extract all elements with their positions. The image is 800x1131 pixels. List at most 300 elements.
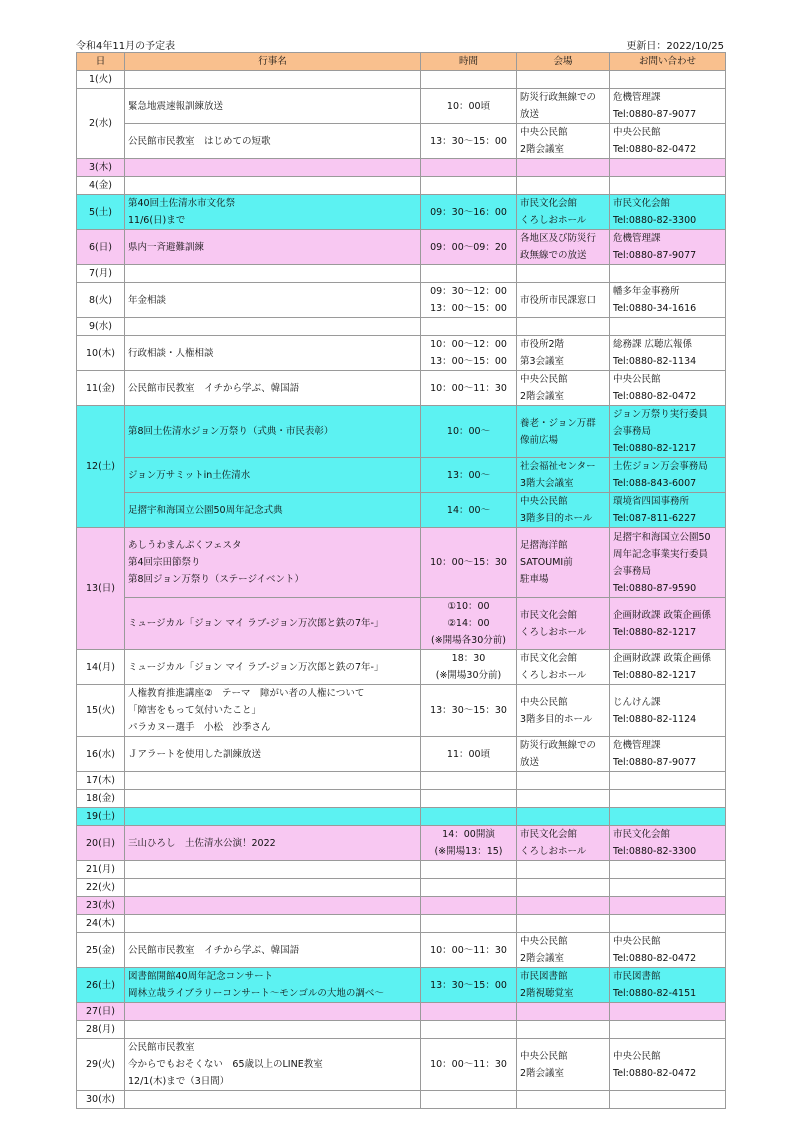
event-name-cell xyxy=(125,71,421,89)
event-name-line: あしうわまんぷくフェスタ xyxy=(128,540,242,551)
event-name-cell xyxy=(125,336,421,371)
contact-cell xyxy=(610,336,726,371)
contact-line: 中央公民館 xyxy=(613,1050,661,1062)
time-cell xyxy=(421,318,517,336)
time-line: 14：00～ xyxy=(446,504,491,516)
contact-line: 危機管理課 xyxy=(613,740,661,751)
day-cell: 13(日) xyxy=(77,528,125,650)
time-line: 13：00～ xyxy=(446,469,491,481)
time-cell xyxy=(421,124,517,159)
event-name-line: ミュージカル「ジョン マイ ラブ-ジョン万次郎と鉄の7年-」 xyxy=(128,661,384,673)
venue-line: 中央公民館 xyxy=(520,496,568,507)
time-line: 13：00～15：00 xyxy=(430,303,507,314)
event-name-line: 第8回ジョン万祭り（ステージイベント） xyxy=(128,574,304,585)
venue-line: 駐車場 xyxy=(520,574,549,585)
venue-cell xyxy=(517,493,610,528)
event-name-cell xyxy=(125,124,421,159)
event-name-cell xyxy=(125,371,421,406)
time-cell xyxy=(421,598,517,650)
event-name-cell xyxy=(125,177,421,195)
time-cell xyxy=(421,1003,517,1021)
event-name-line: 公民館市民教室 イチから学ぶ、韓国語 xyxy=(128,382,300,394)
event-name-cell xyxy=(125,968,421,1003)
time-line: 09：30～12：00 xyxy=(430,286,507,297)
contact-cell xyxy=(610,598,726,650)
table-row xyxy=(77,89,726,124)
contact-line: Tel:0880-82-0472 xyxy=(613,391,697,402)
venue-cell xyxy=(517,283,610,318)
time-cell xyxy=(421,265,517,283)
venue-line: 足摺海洋館 xyxy=(520,540,568,551)
venue-line: 中央公民館 xyxy=(520,936,568,947)
venue-cell xyxy=(517,772,610,790)
day-cell: 3(木) xyxy=(77,159,125,177)
contact-cell xyxy=(610,406,726,458)
time-cell xyxy=(421,1021,517,1039)
table-row xyxy=(77,371,726,406)
contact-line: ジョン万祭り実行委員 xyxy=(613,409,708,420)
event-name-line: 足摺宇和海国立公園50周年記念式典 xyxy=(128,504,283,516)
table-row xyxy=(77,1021,726,1039)
contact-line: 中央公民館 xyxy=(613,127,661,138)
event-name-cell xyxy=(125,790,421,808)
table-row xyxy=(77,177,726,195)
contact-line: Tel:0880-82-4151 xyxy=(613,988,697,999)
contact-cell xyxy=(610,897,726,915)
venue-line: 社会福祉センター xyxy=(520,461,596,472)
contact-cell xyxy=(610,1003,726,1021)
contact-line: Tel:0880-82-1217 xyxy=(613,670,697,681)
venue-line: 市民文化会館 xyxy=(520,653,578,664)
time-line: 10：00～ xyxy=(446,426,491,437)
day-cell: 30(水) xyxy=(77,1091,125,1109)
contact-line: Tel:0880-82-0472 xyxy=(613,953,697,964)
table-header-row xyxy=(77,53,726,71)
event-name-line: 11/6(日)まで xyxy=(128,215,186,226)
event-name-line: 「障害をもって気付いたこと」 xyxy=(128,705,262,716)
day-cell: 22(火) xyxy=(77,879,125,897)
table-row xyxy=(77,528,726,598)
time-cell xyxy=(421,650,517,685)
day-cell: 15(火) xyxy=(77,685,125,737)
time-cell xyxy=(421,933,517,968)
contact-cell xyxy=(610,177,726,195)
venue-line: 市民文化会館 xyxy=(520,198,578,209)
venue-line: くろしおホール xyxy=(520,670,587,681)
contact-line: Tel:088-843-6007 xyxy=(613,478,697,489)
event-name-cell xyxy=(125,458,421,493)
time-line: ①10：00 xyxy=(447,601,490,612)
venue-line: くろしおホール xyxy=(520,215,587,226)
venue-line: 3階多目的ホール xyxy=(520,513,593,524)
contact-line: 市民図書館 xyxy=(613,971,661,982)
time-cell xyxy=(421,336,517,371)
venue-cell xyxy=(517,915,610,933)
venue-cell xyxy=(517,861,610,879)
contact-line: 中央公民館 xyxy=(613,374,661,385)
contact-line: Tel:0880-82-1217 xyxy=(613,443,697,454)
venue-line: 市民図書館 xyxy=(520,971,568,982)
time-line: 10：00～11：30 xyxy=(430,944,507,956)
venue-line: 市役所2階 xyxy=(520,339,565,350)
contact-line: Tel:0880-82-1124 xyxy=(613,713,697,725)
venue-cell xyxy=(517,1003,610,1021)
time-cell xyxy=(421,1091,517,1109)
event-name-line: 人権教育推進講座② テーマ 障がい者の人権について xyxy=(128,688,365,699)
table-row xyxy=(77,283,726,318)
event-name-line: 公民館市民教室 はじめての短歌 xyxy=(128,135,271,147)
schedule-body xyxy=(77,71,726,1109)
event-name-line: 12/1(木)まで（3日間） xyxy=(128,1076,230,1087)
contact-cell xyxy=(610,493,726,528)
time-cell xyxy=(421,861,517,879)
time-cell xyxy=(421,371,517,406)
time-cell xyxy=(421,772,517,790)
event-name-line: 第4回宗田節祭り xyxy=(128,557,201,568)
day-cell: 8(火) xyxy=(77,283,125,318)
event-name-line: 岡林立哉ライブラリーコンサート～モンゴルの大地の調べ～ xyxy=(128,988,384,999)
event-name-cell xyxy=(125,598,421,650)
contact-cell xyxy=(610,283,726,318)
time-cell xyxy=(421,230,517,265)
venue-line: 防災行政無線での xyxy=(520,92,597,103)
table-row xyxy=(77,493,726,528)
time-cell xyxy=(421,493,517,528)
event-name-cell xyxy=(125,685,421,737)
time-line: 10：00頃 xyxy=(446,100,491,112)
day-cell: 14(月) xyxy=(77,650,125,685)
day-cell: 7(月) xyxy=(77,265,125,283)
event-name-cell xyxy=(125,650,421,685)
venue-cell xyxy=(517,195,610,230)
column-header-time: 時間 xyxy=(421,53,517,71)
table-row xyxy=(77,897,726,915)
venue-cell xyxy=(517,159,610,177)
venue-cell xyxy=(517,1091,610,1109)
table-row xyxy=(77,790,726,808)
contact-line: Tel:0880-34-1616 xyxy=(613,303,697,314)
day-cell: 23(水) xyxy=(77,897,125,915)
contact-line: Tel:0880-82-3300 xyxy=(613,215,697,226)
column-header-event: 行事名 xyxy=(125,53,421,71)
table-row xyxy=(77,598,726,650)
contact-cell xyxy=(610,968,726,1003)
day-cell: 12(土) xyxy=(77,406,125,528)
contact-line: 足摺宇和海国立公園50 xyxy=(613,531,711,543)
event-name-cell xyxy=(125,879,421,897)
venue-line: 2階会議室 xyxy=(520,391,565,402)
contact-cell xyxy=(610,1021,726,1039)
event-name-line: 今からでもおそくない 65歳以上のLINE教室 xyxy=(128,1059,323,1070)
event-name-cell xyxy=(125,772,421,790)
contact-cell xyxy=(610,1039,726,1091)
event-name-line: パラカヌー選手 小松 沙季さん xyxy=(128,722,271,733)
contact-cell xyxy=(610,861,726,879)
event-name-cell xyxy=(125,808,421,826)
event-name-cell xyxy=(125,1039,421,1091)
contact-cell xyxy=(610,790,726,808)
event-name-cell xyxy=(125,897,421,915)
column-header-venue: 会場 xyxy=(517,53,610,71)
contact-line: Tel:0880-87-9590 xyxy=(613,582,697,594)
event-name-line: 第8回土佐清水ジョン万祭り（式典・市民表彰） xyxy=(128,426,334,437)
table-row xyxy=(77,318,726,336)
table-row xyxy=(77,861,726,879)
table-row xyxy=(77,915,726,933)
day-cell: 27(日) xyxy=(77,1003,125,1021)
day-cell: 28(月) xyxy=(77,1021,125,1039)
time-line: (※開場13：15) xyxy=(434,846,503,857)
table-row xyxy=(77,772,726,790)
event-name-cell xyxy=(125,493,421,528)
table-row xyxy=(77,685,726,737)
table-row xyxy=(77,808,726,826)
event-name-cell xyxy=(125,195,421,230)
contact-line: 市民文化会館 xyxy=(613,829,671,840)
table-row xyxy=(77,826,726,861)
contact-line: 環境省四国事務所 xyxy=(613,496,690,507)
contact-line: 会事務局 xyxy=(613,565,652,577)
time-line: 09：00～09：20 xyxy=(430,241,507,253)
event-name-line: 県内一斉避難訓練 xyxy=(128,241,205,253)
contact-cell xyxy=(610,458,726,493)
table-row xyxy=(77,265,726,283)
venue-cell xyxy=(517,406,610,458)
day-cell: 9(水) xyxy=(77,318,125,336)
day-cell: 2(水) xyxy=(77,89,125,159)
table-row xyxy=(77,406,726,458)
time-line: 13：00～15：00 xyxy=(430,356,507,367)
contact-cell xyxy=(610,1091,726,1109)
schedule-table xyxy=(76,52,726,1109)
day-cell: 1(火) xyxy=(77,71,125,89)
day-cell: 10(木) xyxy=(77,336,125,371)
table-row xyxy=(77,879,726,897)
event-name-line: Ｊアラートを使用した訓練放送 xyxy=(128,748,262,760)
venue-cell xyxy=(517,968,610,1003)
time-cell xyxy=(421,915,517,933)
time-line: (※開場各30分前) xyxy=(431,635,506,646)
time-cell xyxy=(421,283,517,318)
venue-line: 各地区及び防災行 xyxy=(520,233,597,244)
venue-cell xyxy=(517,458,610,493)
time-cell xyxy=(421,406,517,458)
table-row xyxy=(77,71,726,89)
contact-line: Tel:0880-82-1134 xyxy=(613,356,697,367)
contact-line: 土佐ジョン万会事務局 xyxy=(613,461,708,472)
contact-line: Tel:0880-87-9077 xyxy=(613,250,697,261)
day-cell: 25(金) xyxy=(77,933,125,968)
event-name-line: 図書館開館40周年記念コンサート xyxy=(128,971,274,982)
time-cell xyxy=(421,685,517,737)
venue-cell xyxy=(517,897,610,915)
day-cell: 29(火) xyxy=(77,1039,125,1091)
contact-line: Tel:0880-82-0472 xyxy=(613,144,697,155)
event-name-cell xyxy=(125,861,421,879)
contact-line: 総務課 広聴広報係 xyxy=(613,339,693,350)
table-row xyxy=(77,737,726,772)
table-row xyxy=(77,933,726,968)
column-header-contact: お問い合わせ xyxy=(610,53,726,71)
time-line: ②14：00 xyxy=(447,618,490,629)
time-line: 10：00～12：00 xyxy=(430,339,507,350)
event-name-cell xyxy=(125,1091,421,1109)
table-row xyxy=(77,336,726,371)
venue-cell xyxy=(517,124,610,159)
venue-cell xyxy=(517,71,610,89)
day-cell: 17(木) xyxy=(77,772,125,790)
venue-line: 第3会議室 xyxy=(520,356,565,367)
contact-line: Tel:0880-82-1217 xyxy=(613,626,697,638)
venue-line: 政無線での放送 xyxy=(520,250,587,261)
time-cell xyxy=(421,879,517,897)
contact-cell xyxy=(610,915,726,933)
contact-cell xyxy=(610,371,726,406)
time-cell xyxy=(421,458,517,493)
contact-cell xyxy=(610,159,726,177)
event-name-line: ミュージカル「ジョン マイ ラブ-ジョン万次郎と鉄の7年-」 xyxy=(128,618,384,629)
time-line: (※開場30分前) xyxy=(435,670,502,681)
time-line: 13：30～15：00 xyxy=(430,135,507,147)
event-name-line: 行政相談・人権相談 xyxy=(128,347,214,359)
contact-cell xyxy=(610,265,726,283)
contact-line: Tel:0880-87-9077 xyxy=(613,109,697,120)
venue-line: 中央公民館 xyxy=(520,696,568,708)
event-name-line: 第40回土佐清水市文化祭 xyxy=(128,198,236,209)
time-cell xyxy=(421,790,517,808)
contact-line: 危機管理課 xyxy=(613,233,661,244)
time-cell xyxy=(421,159,517,177)
time-line: 13：30～15：30 xyxy=(430,705,507,716)
contact-cell xyxy=(610,933,726,968)
venue-cell xyxy=(517,737,610,772)
venue-cell xyxy=(517,177,610,195)
day-cell: 5(土) xyxy=(77,195,125,230)
contact-cell xyxy=(610,808,726,826)
contact-cell xyxy=(610,685,726,737)
event-name-cell xyxy=(125,230,421,265)
venue-cell xyxy=(517,1021,610,1039)
venue-line: 中央公民館 xyxy=(520,374,568,385)
event-name-line: 公民館市民教室 xyxy=(128,1042,195,1053)
table-row xyxy=(77,650,726,685)
event-name-cell xyxy=(125,283,421,318)
venue-cell xyxy=(517,598,610,650)
contact-line: 会事務局 xyxy=(613,426,652,437)
event-name-cell xyxy=(125,89,421,124)
venue-line: くろしおホール xyxy=(520,626,587,638)
day-cell: 16(水) xyxy=(77,737,125,772)
venue-line: 2階会議室 xyxy=(520,953,565,964)
venue-line: 2階会議室 xyxy=(520,144,565,155)
venue-line: 3階大会議室 xyxy=(520,478,574,489)
day-cell: 21(月) xyxy=(77,861,125,879)
venue-line: 放送 xyxy=(520,757,540,768)
time-line: 18：30 xyxy=(451,653,486,664)
venue-line: SATOUMI前 xyxy=(520,557,573,568)
day-cell: 6(日) xyxy=(77,230,125,265)
venue-line: 放送 xyxy=(520,109,540,120)
event-name-cell xyxy=(125,933,421,968)
table-row xyxy=(77,230,726,265)
column-header-day: 日 xyxy=(77,53,125,71)
venue-cell xyxy=(517,336,610,371)
venue-line: 2階会議室 xyxy=(520,1067,565,1079)
event-name-line: 三山ひろし 土佐清水公演！2022 xyxy=(128,837,276,849)
venue-cell xyxy=(517,1039,610,1091)
event-name-cell xyxy=(125,318,421,336)
day-cell: 19(土) xyxy=(77,808,125,826)
contact-cell xyxy=(610,318,726,336)
venue-cell xyxy=(517,808,610,826)
venue-cell xyxy=(517,230,610,265)
venue-line: くろしおホール xyxy=(520,846,587,857)
venue-cell xyxy=(517,879,610,897)
event-name-line: ジョン万サミットin土佐清水 xyxy=(128,469,251,481)
event-name-cell xyxy=(125,915,421,933)
updated-date: 更新日：2022/10/25 xyxy=(626,41,724,52)
time-line: 11：00頃 xyxy=(446,748,491,760)
day-cell: 4(金) xyxy=(77,177,125,195)
contact-line: じんけん課 xyxy=(613,696,661,708)
event-name-line: 年金相談 xyxy=(128,294,167,306)
event-name-cell xyxy=(125,406,421,458)
time-cell xyxy=(421,968,517,1003)
venue-line: 養老・ジョン万群 xyxy=(520,417,596,429)
day-cell: 18(金) xyxy=(77,790,125,808)
time-cell xyxy=(421,1039,517,1091)
time-cell xyxy=(421,177,517,195)
table-row xyxy=(77,195,726,230)
venue-cell xyxy=(517,826,610,861)
contact-line: Tel:087-811-6227 xyxy=(613,513,697,524)
venue-cell xyxy=(517,528,610,598)
day-cell: 11(金) xyxy=(77,371,125,406)
venue-line: 中央公民館 xyxy=(520,127,568,138)
event-name-cell xyxy=(125,265,421,283)
time-line: 10：00～15：30 xyxy=(430,557,507,568)
time-cell xyxy=(421,528,517,598)
venue-line: 3階多目的ホール xyxy=(520,713,593,725)
day-cell: 26(土) xyxy=(77,968,125,1003)
event-name-cell xyxy=(125,1021,421,1039)
table-row xyxy=(77,1091,726,1109)
contact-line: Tel:0880-82-0472 xyxy=(613,1067,697,1079)
time-cell xyxy=(421,89,517,124)
contact-line: 危機管理課 xyxy=(613,92,661,103)
event-name-cell xyxy=(125,826,421,861)
event-name-cell xyxy=(125,159,421,177)
table-row xyxy=(77,1003,726,1021)
venue-cell xyxy=(517,89,610,124)
table-row xyxy=(77,159,726,177)
venue-line: 市役所市民課窓口 xyxy=(520,294,597,306)
contact-line: Tel:0880-87-9077 xyxy=(613,757,697,768)
event-name-line: 公民館市民教室 イチから学ぶ、韓国語 xyxy=(128,944,300,956)
contact-line: Tel:0880-82-3300 xyxy=(613,846,697,857)
contact-cell xyxy=(610,230,726,265)
time-cell xyxy=(421,737,517,772)
contact-cell xyxy=(610,650,726,685)
contact-line: 企画財政課 政策企画係 xyxy=(613,609,712,621)
table-row xyxy=(77,968,726,1003)
venue-cell xyxy=(517,318,610,336)
contact-cell xyxy=(610,826,726,861)
venue-line: 防災行政無線での xyxy=(520,740,597,751)
event-name-cell xyxy=(125,737,421,772)
contact-cell xyxy=(610,879,726,897)
venue-cell xyxy=(517,265,610,283)
